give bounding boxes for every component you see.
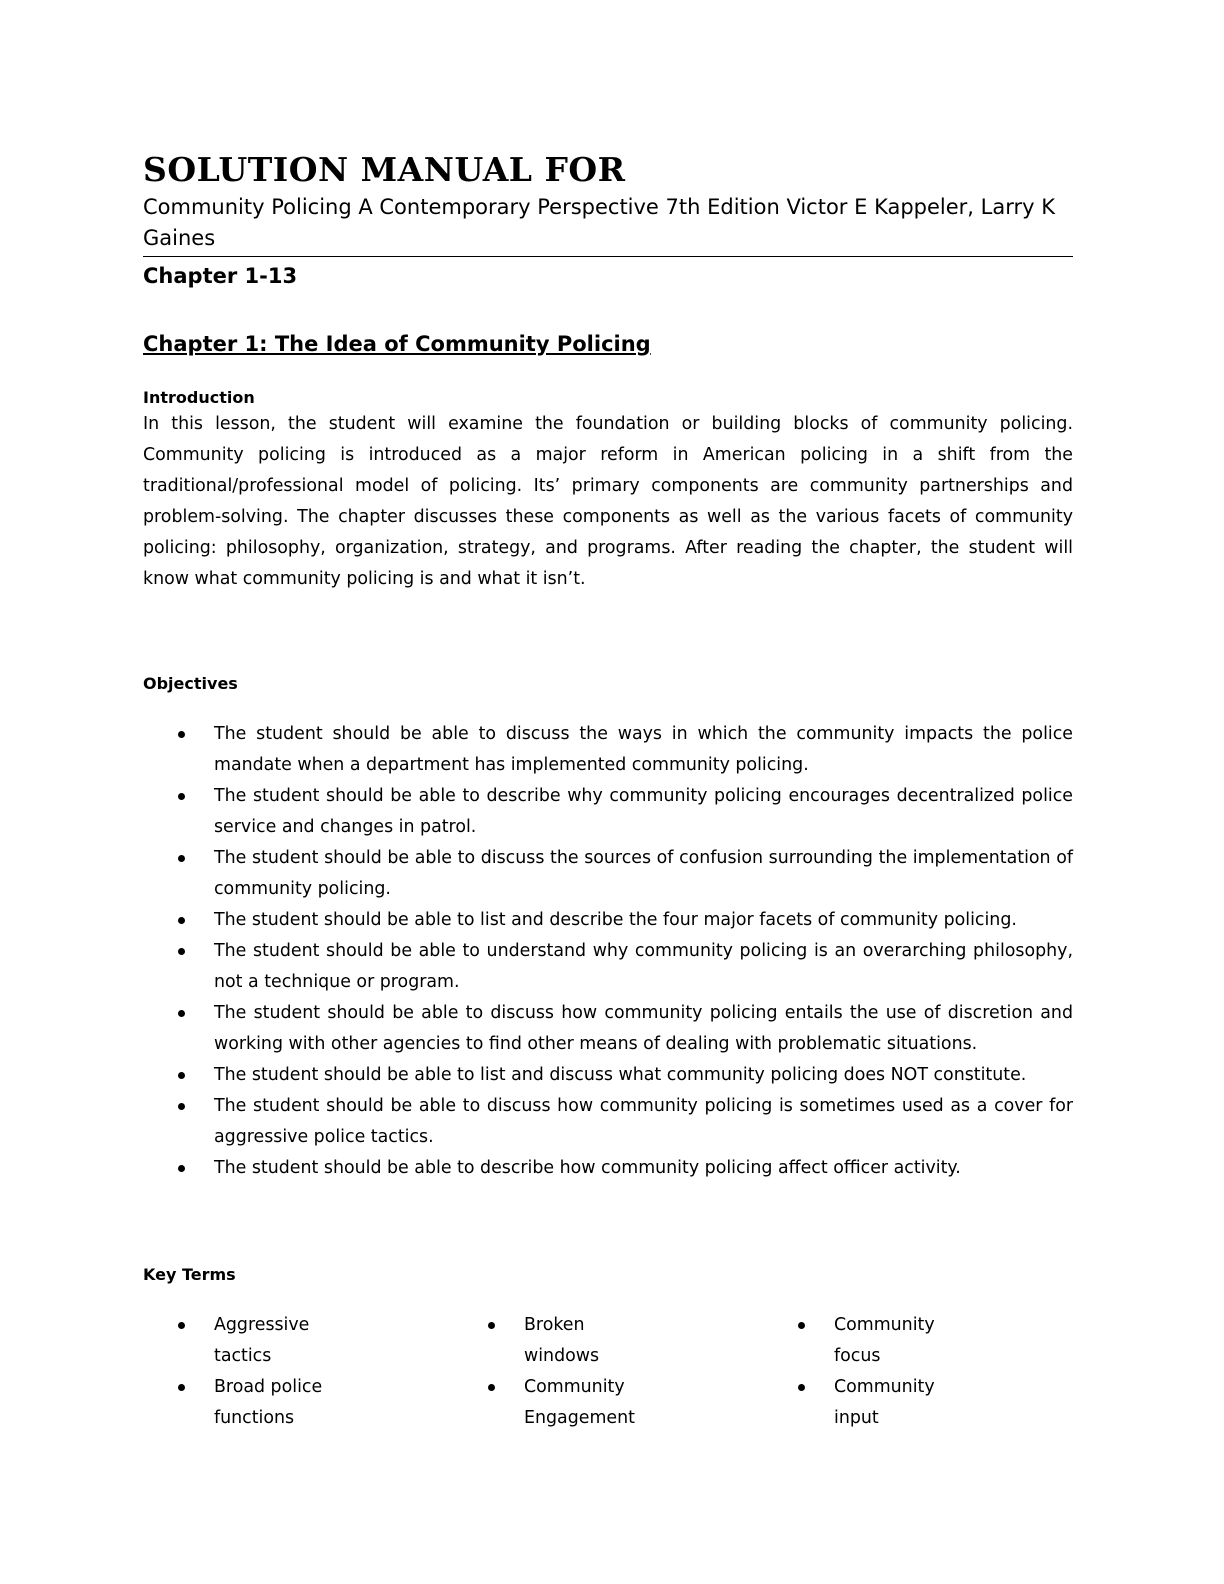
bullet-icon [178, 1322, 185, 1329]
objective-text: The student should be able to discuss how community policing is sometimes used as a cover for aggressive police tactics. [214, 1096, 1073, 1147]
objective-item [143, 1153, 1073, 1184]
key-terms-column [763, 1310, 1073, 1434]
objective-text: The student should be able to understand why community policing is an overarching philosophy, not a technique or program. [214, 941, 1073, 992]
bullet-icon [488, 1384, 495, 1391]
key-term-text: Broad police functions [214, 1377, 323, 1428]
key-terms-grid [143, 1310, 1073, 1434]
book-subtitle: Community Policing A Contemporary Perspective 7th Edition Victor E Kappeler, Larry K Gaines [143, 192, 1073, 257]
bullet-icon [178, 1103, 185, 1110]
key-term-text: Community input [834, 1377, 935, 1428]
objective-item [143, 781, 1073, 843]
key-term-item [453, 1310, 644, 1372]
key-terms-column [453, 1310, 763, 1434]
chapter-range: Chapter 1-13 [143, 264, 298, 288]
bullet-icon [178, 948, 185, 955]
key-term-text: Broken windows [524, 1315, 600, 1366]
objective-item [143, 936, 1073, 998]
key-term-item [763, 1372, 954, 1434]
key-term-item [143, 1372, 334, 1434]
bullet-icon [178, 1384, 185, 1391]
bullet-icon [798, 1322, 805, 1329]
key-term-item [763, 1310, 954, 1372]
bullet-icon [178, 1165, 185, 1172]
bullet-icon [178, 855, 185, 862]
objectives-heading: Objectives [143, 674, 238, 693]
key-term-item [143, 1310, 334, 1372]
bullet-icon [178, 1010, 185, 1017]
key-terms-column [143, 1310, 453, 1434]
objective-item [143, 1091, 1073, 1153]
objective-item [143, 905, 1073, 936]
bullet-icon [798, 1384, 805, 1391]
key-term-text: Community Engagement [524, 1377, 635, 1428]
objective-item [143, 998, 1073, 1060]
objective-text: The student should be able to discuss the sources of confusion surrounding the implementation of community policing. [214, 848, 1073, 899]
introduction-paragraph: In this lesson, the student will examine the foundation or building blocks of community policing. Community policing is introduced as a major reform in American policing in a shift from the traditional/professional model of policing. Its’ primary components are community partnerships and problem-solving. The chapter discusses these components as well as the various facets of community policing: philosophy, organization, strategy, and programs. After reading the chapter, the student will know what community policing is and what it isn’t. [143, 414, 1073, 589]
key-term-text: Community focus [834, 1315, 935, 1366]
key-term-text: Aggressive tactics [214, 1315, 310, 1366]
key-terms-heading: Key Terms [143, 1265, 236, 1284]
objective-item [143, 719, 1073, 781]
bullet-icon [178, 793, 185, 800]
objective-text: The student should be able to discuss the ways in which the community impacts the police mandate when a department has implemented community policing. [214, 724, 1073, 775]
bullet-icon [488, 1322, 495, 1329]
objective-text: The student should be able to discuss how community policing entails the use of discretion and working with other agencies to find other means of dealing with problematic situations. [214, 1003, 1073, 1054]
objective-text: The student should be able to list and discuss what community policing does NOT constitute. [214, 1065, 1027, 1085]
objective-text: The student should be able to describe how community policing affect officer activity. [214, 1158, 961, 1178]
objective-text: The student should be able to describe why community policing encourages decentralized police service and changes in patrol. [214, 786, 1073, 837]
objective-text: The student should be able to list and describe the four major facets of community policing. [214, 910, 1017, 930]
bullet-icon [178, 917, 185, 924]
introduction-heading: Introduction [143, 388, 255, 407]
chapter-title: Chapter 1: The Idea of Community Policing [143, 332, 651, 356]
objectives-list [143, 719, 1073, 1184]
document-page [143, 150, 1073, 1434]
objective-item [143, 1060, 1073, 1091]
bullet-icon [178, 1072, 185, 1079]
objective-item [143, 843, 1073, 905]
document-title: SOLUTION MANUAL FOR [143, 150, 626, 189]
bullet-icon [178, 731, 185, 738]
key-term-item [453, 1372, 644, 1434]
